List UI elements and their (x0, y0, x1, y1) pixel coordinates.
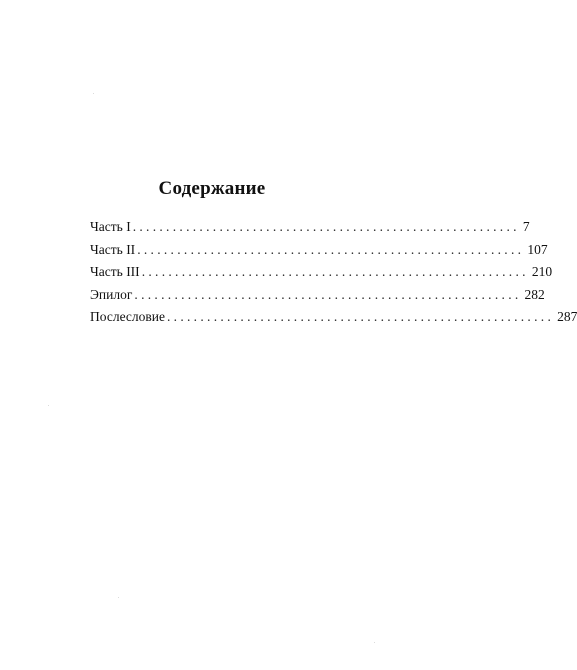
toc-entry-page: 7 (522, 219, 530, 234)
dot-leader: .......................................................... (141, 264, 529, 279)
toc-entry-label: Послесловие (90, 309, 165, 324)
toc-entry (90, 264, 553, 287)
dot-leader: .......................................................... (166, 309, 555, 324)
toc-entry-page: 282 (524, 286, 545, 302)
dot-leader: .......................................................... (132, 219, 520, 234)
paper-speck (118, 597, 119, 598)
toc-entry-page: 287 (557, 309, 577, 324)
toc-entry-label: Эпилог (90, 286, 133, 302)
paper-speck (374, 642, 375, 643)
paper-speck (93, 93, 94, 94)
dot-leader: .......................................................... (134, 286, 522, 302)
toc-entry-label: Часть II (90, 241, 136, 257)
toc-entry (90, 219, 530, 242)
toc-entry (90, 309, 577, 332)
table-of-contents (90, 219, 577, 332)
toc-entry-page: 210 (531, 264, 553, 279)
toc-entry-label: Часть I (90, 219, 131, 234)
dot-leader: .......................................................... (137, 241, 525, 257)
toc-entry (90, 241, 548, 265)
page-title: Содержание (158, 178, 266, 199)
paper-speck (48, 405, 49, 406)
toc-entry-page: 107 (527, 241, 548, 257)
toc-entry (90, 286, 545, 310)
toc-entry-label: Часть III (90, 264, 140, 279)
